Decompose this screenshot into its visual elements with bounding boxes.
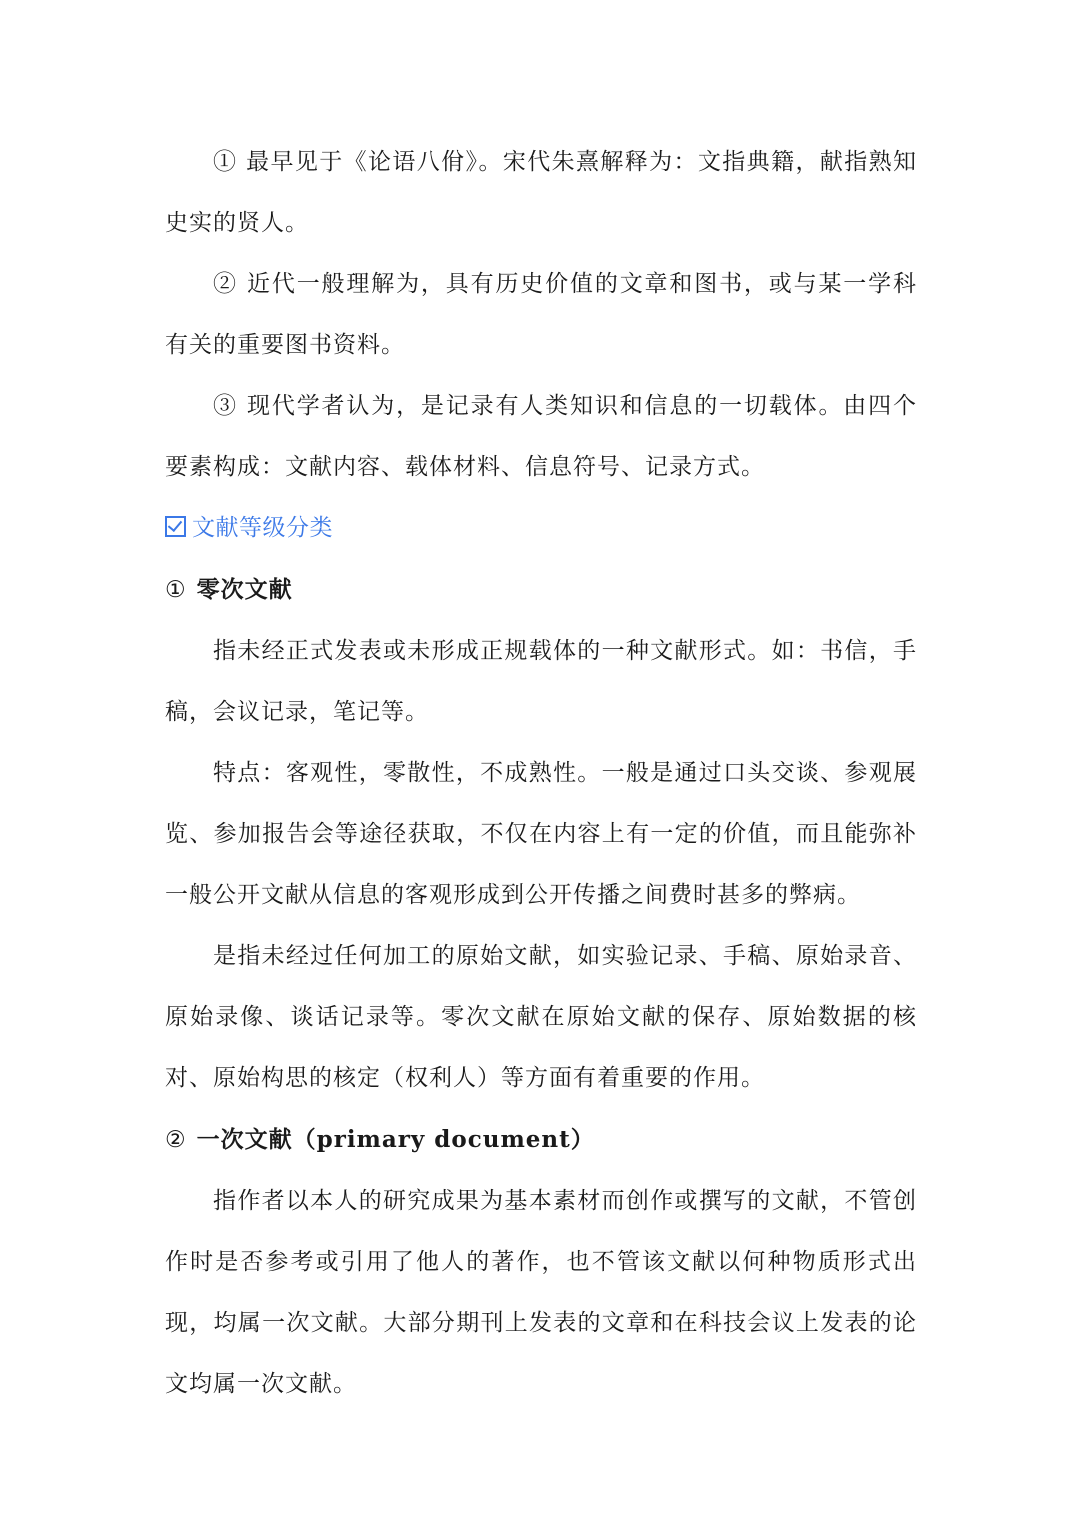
definition-3: ③ 现代学者认为，是记录有人类知识和信息的一切载体。由四个要素构成：文献内容、载体材料、信息符号、记录方式。 — [165, 393, 917, 480]
zero-document-number: ① — [165, 577, 187, 603]
definition-1: ① 最早见于《论语八佾》。宋代朱熹解释为：文指典籍，献指熟知史实的贤人。 — [165, 149, 917, 236]
primary-document-heading — [165, 1109, 917, 1171]
primary-document-number: ② — [165, 1127, 187, 1153]
section-heading — [165, 498, 917, 559]
zero-document-paragraph-3: 是指未经过任何加工的原始文献，如实验记录、手稿、原始录音、原始录像、谈话记录等。零次文献在原始文献的保存、原始数据的核对、原始构思的核定（权利人）等方面有着重要的作用。 — [165, 943, 917, 1091]
zero-document-heading — [165, 559, 917, 621]
primary-document-title: 一次文献（primary document） — [196, 1126, 595, 1153]
zero-document-paragraph-1: 指未经正式发表或未形成正规载体的一种文献形式。如：书信，手稿，会议记录，笔记等。 — [165, 638, 917, 725]
section-title: 文献等级分类 — [192, 515, 333, 541]
primary-document-paragraph-1: 指作者以本人的研究成果为基本素材而创作或撰写的文献，不管创作时是否参考或引用了他人的著作，也不管该文献以何种物质形式出现，均属一次文献。大部分期刊上发表的文章和在科技会议上发表的论文均属一次文献。 — [165, 1188, 917, 1397]
document-page — [165, 132, 917, 1415]
zero-document-paragraph-2: 特点：客观性，零散性，不成熟性。一般是通过口头交谈、参观展览、参加报告会等途径获取，不仅在内容上有一定的价值，而且能弥补一般公开文献从信息的客观形成到公开传播之间费时甚多的弊病。 — [165, 760, 917, 908]
definition-2: ② 近代一般理解为，具有历史价值的文章和图书，或与某一学科有关的重要图书资料。 — [165, 271, 917, 358]
zero-document-title: 零次文献 — [196, 576, 293, 603]
check-box-icon — [165, 516, 186, 537]
